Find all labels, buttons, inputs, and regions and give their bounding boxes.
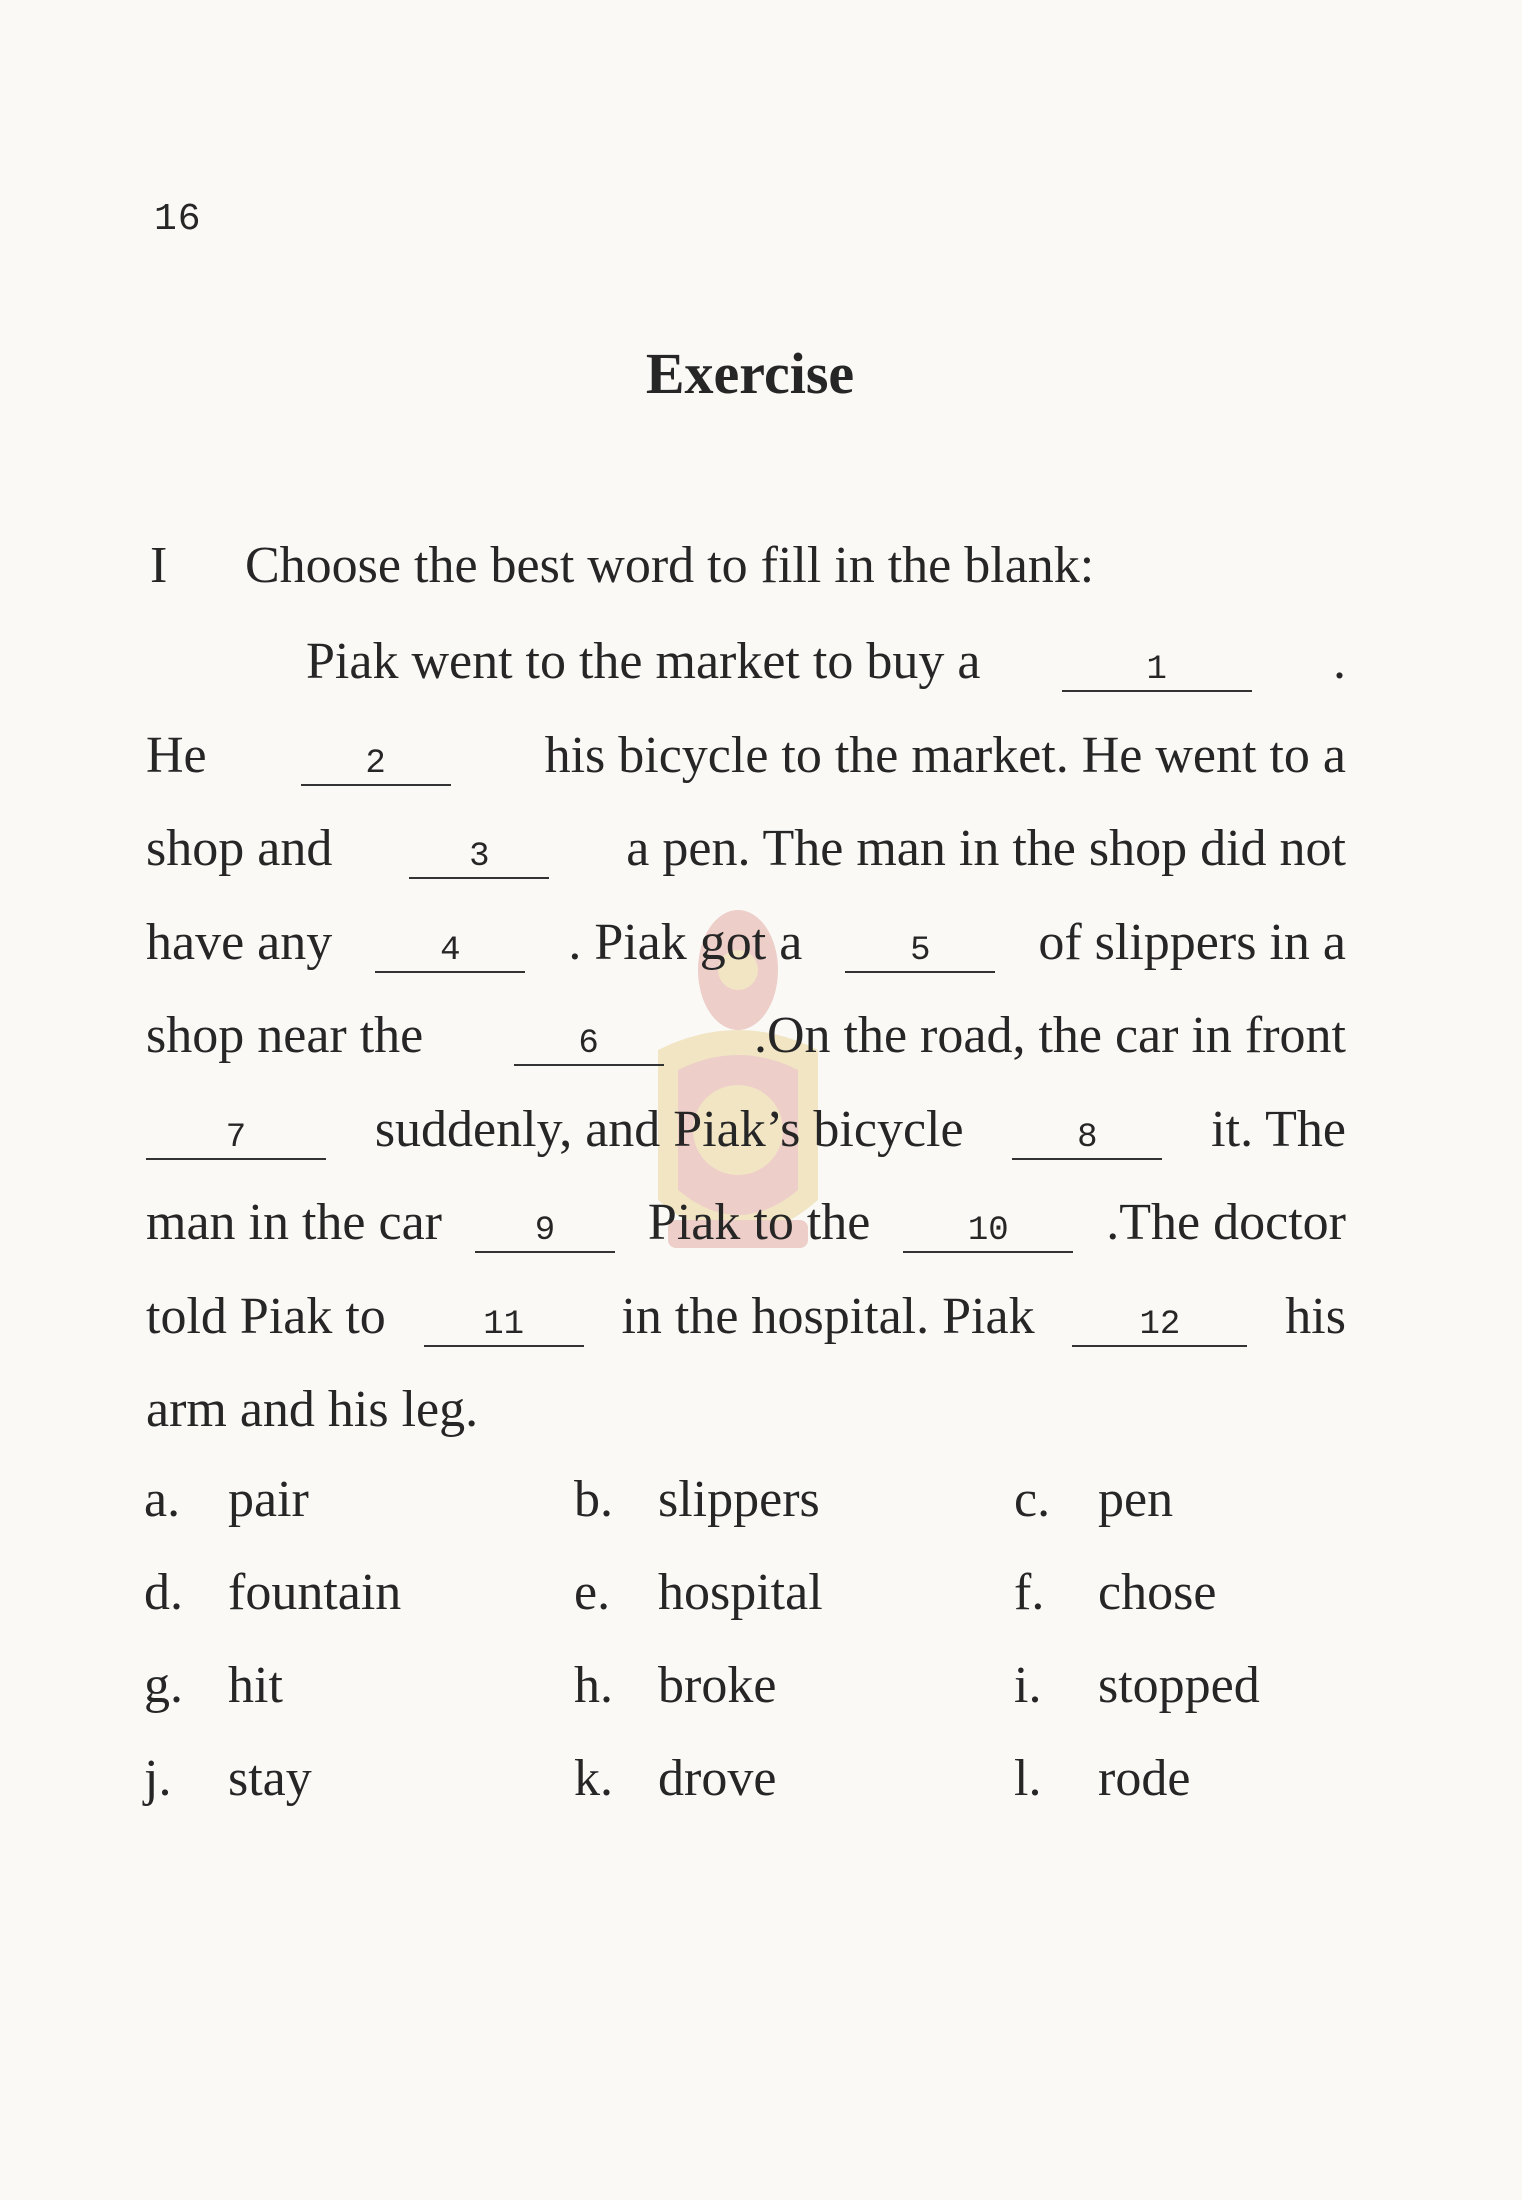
passage-text: shop near the (146, 1007, 424, 1064)
option-word: drove (658, 1750, 777, 1807)
passage-text: man in the car (146, 1194, 442, 1251)
word-options (144, 1470, 1364, 1842)
option-item (574, 1563, 1014, 1656)
exercise-title: Exercise (645, 341, 855, 406)
instruction (150, 536, 1094, 595)
passage-line (146, 1378, 1346, 1472)
page-number: 16 (154, 198, 202, 241)
section-number: I (150, 537, 168, 594)
blank-7: 7 (146, 1118, 326, 1160)
passage-line (146, 1285, 1346, 1379)
blank-12: 12 (1072, 1305, 1247, 1347)
passage-text: suddenly, and Piak’s bicycle (374, 1100, 964, 1158)
option-letter: j. (144, 1750, 172, 1807)
blank-4: 4 (375, 931, 525, 973)
option-word: stopped (1098, 1657, 1260, 1714)
passage-line (146, 630, 1346, 724)
passage-text: it. The (1211, 1100, 1346, 1158)
option-item (1014, 1470, 1364, 1563)
blank-10: 10 (903, 1211, 1073, 1253)
blank-8: 8 (1012, 1118, 1162, 1160)
passage-text: .On the road, the car in front (753, 1007, 1346, 1064)
option-item (1014, 1563, 1364, 1656)
passage-text: a pen. The man in the shop did not (626, 820, 1346, 877)
option-word: stay (228, 1750, 312, 1807)
instruction-text: Choose the best word to fill in the blank: (245, 537, 1095, 594)
blank-3: 3 (409, 837, 549, 879)
option-letter: i. (1014, 1657, 1042, 1714)
option-word: fountain (228, 1564, 402, 1621)
passage-text: his bicycle to the market. He went to a (544, 726, 1346, 784)
option-item (1014, 1749, 1364, 1842)
option-letter: g. (144, 1657, 183, 1714)
option-word: hospital (658, 1564, 823, 1621)
passage-text: .The doctor (1106, 1194, 1346, 1251)
option-word: rode (1098, 1750, 1191, 1807)
passage-text: of slippers in a (1038, 913, 1346, 971)
option-letter: c. (1014, 1471, 1051, 1528)
passage-text: arm and his leg. (146, 1381, 479, 1438)
passage-text: have any (146, 913, 333, 971)
passage-line (146, 1004, 1346, 1098)
option-item (144, 1563, 574, 1656)
option-item (144, 1656, 574, 1749)
passage-text: his (1285, 1287, 1346, 1345)
passage-text: Piak went to the market to buy a (306, 633, 981, 690)
passage-line (146, 911, 1346, 1005)
passage-line (146, 724, 1346, 818)
option-word: broke (658, 1657, 777, 1714)
option-letter: a. (144, 1471, 181, 1528)
blank-6: 6 (514, 1024, 664, 1066)
option-letter: e. (574, 1564, 611, 1621)
blank-1: 1 (1062, 650, 1252, 692)
option-item (144, 1470, 574, 1563)
option-word: pen (1098, 1471, 1174, 1528)
option-letter: k. (574, 1750, 613, 1807)
passage-line (146, 1191, 1346, 1285)
option-letter: l. (1014, 1750, 1042, 1807)
passage (146, 630, 1346, 1472)
passage-text: Piak to the (647, 1194, 871, 1251)
passage-text: in the hospital. Piak (621, 1287, 1035, 1345)
blank-2: 2 (301, 744, 451, 786)
passage-line (146, 817, 1346, 911)
passage-text: . (1333, 633, 1346, 690)
option-item (574, 1470, 1014, 1563)
option-letter: h. (574, 1657, 613, 1714)
blank-5: 5 (845, 931, 995, 973)
option-letter: d. (144, 1564, 183, 1621)
option-item (574, 1749, 1014, 1842)
passage-text: told Piak to (146, 1287, 386, 1345)
option-item (144, 1749, 574, 1842)
option-word: pair (228, 1471, 309, 1528)
blank-11: 11 (424, 1305, 584, 1347)
option-letter: b. (574, 1471, 613, 1528)
blank-9: 9 (475, 1211, 615, 1253)
option-item (574, 1656, 1014, 1749)
passage-text: shop and (146, 820, 333, 877)
option-item (1014, 1656, 1364, 1749)
option-word: slippers (658, 1471, 820, 1528)
option-word: chose (1098, 1564, 1217, 1621)
passage-text: . Piak got a (568, 913, 803, 971)
option-letter: f. (1014, 1564, 1045, 1621)
option-word: hit (228, 1657, 283, 1714)
passage-line (146, 1098, 1346, 1192)
passage-text: He (146, 726, 207, 784)
